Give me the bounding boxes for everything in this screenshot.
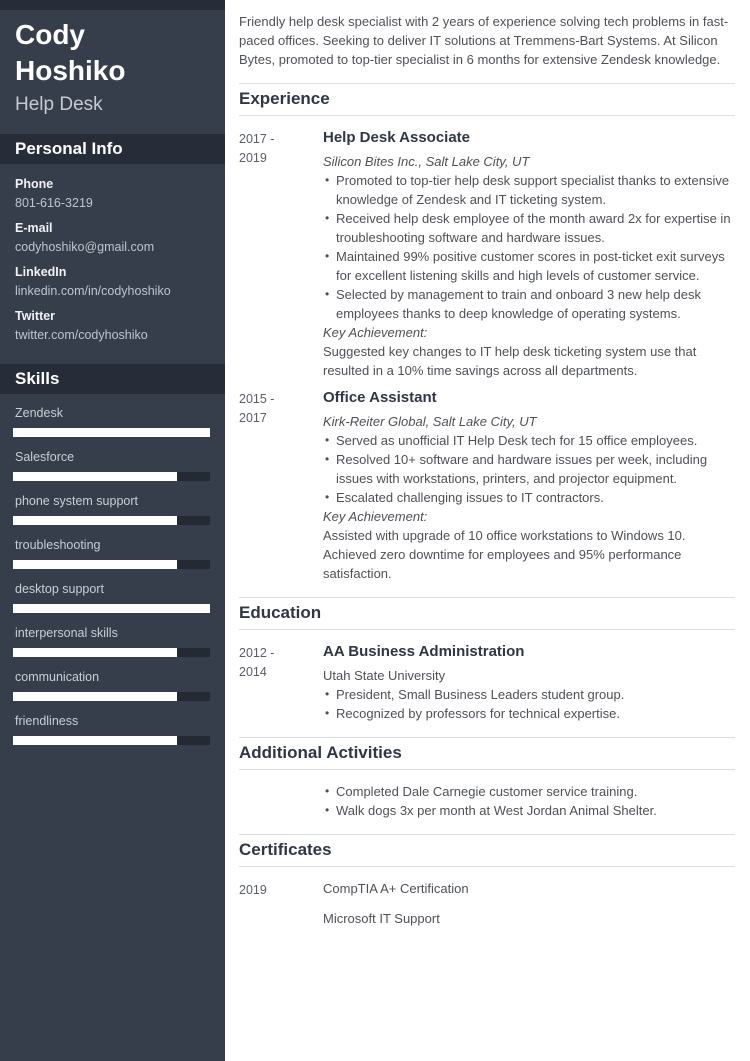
resume-section xyxy=(239,834,735,939)
entry-date-line: 2017 xyxy=(239,411,267,425)
skill-bar-track xyxy=(13,604,210,613)
key-achievement-text: Suggested key changes to IT help desk ticketing system use that resulted in a 10% time savings across all departments. xyxy=(323,344,697,378)
entry-body xyxy=(323,782,735,820)
entry-date-line: 2012 - xyxy=(239,646,275,660)
section-heading: Additional Activities xyxy=(239,737,735,770)
entry-dates xyxy=(239,642,323,723)
entry-dates xyxy=(239,782,323,820)
entry-bullets xyxy=(323,685,735,723)
section-entries xyxy=(239,879,735,939)
bullet-item: • Received help desk employee of the month award 2x for expertise in troubleshooting software and hardware issues. xyxy=(323,209,735,247)
section-entries xyxy=(239,782,735,820)
personal-info-label: E-mail xyxy=(15,221,53,235)
skill-bar-fill xyxy=(13,472,177,481)
entry-subtitle: Kirk-Reiter Global, Salt Lake City, UT xyxy=(323,414,537,429)
entry-date-line: 2017 - xyxy=(239,132,275,146)
personal-info-label: LinkedIn xyxy=(15,265,67,279)
key-achievement-text: Assisted with upgrade of 10 office workstations to Windows 10. Achieved zero downtime for employees and 95% performance satisfaction. xyxy=(323,528,686,581)
certificate-line: CompTIA A+ Certification xyxy=(323,881,469,896)
entry-body xyxy=(323,388,735,583)
bullet-item: • Completed Dale Carnegie customer service training. xyxy=(323,782,735,801)
skill-label: Salesforce xyxy=(15,450,75,464)
skill-item xyxy=(13,669,210,701)
key-achievement-label: Key Achievement: xyxy=(323,325,428,340)
section-heading: Education xyxy=(239,597,735,630)
personal-info-value: codyhoshiko@gmail.com xyxy=(15,240,155,254)
personal-info-value: 801-616-3219 xyxy=(15,196,93,210)
skill-label: desktop support xyxy=(15,582,104,596)
section-heading: Experience xyxy=(239,83,735,116)
personal-info-item xyxy=(15,219,210,257)
skill-bar-fill xyxy=(13,604,210,613)
skill-label: friendliness xyxy=(15,714,79,728)
personal-info-item xyxy=(15,175,210,213)
entry-title: AA Business Administration xyxy=(323,643,525,660)
skills-list xyxy=(0,405,225,745)
personal-info-header: Personal Info xyxy=(0,134,225,164)
entry-bullets xyxy=(323,171,735,323)
entry-dates xyxy=(239,879,323,939)
skill-bar-fill xyxy=(13,648,177,657)
sidebar-top-strip xyxy=(0,0,225,10)
entry-bullets xyxy=(323,782,735,820)
skill-bar-track xyxy=(13,692,210,701)
skill-item xyxy=(13,493,210,525)
bullet-item: • Resolved 10+ software and hardware issues per week, including issues with workstations, printers, and projector equipment. xyxy=(323,450,735,488)
skill-bar-track xyxy=(13,736,210,745)
job-title: Help Desk xyxy=(15,94,103,115)
skill-item xyxy=(13,537,210,569)
bullet-item: • Recognized by professors for technical expertise. xyxy=(323,704,735,723)
bullet-item: • Promoted to top-tier help desk support specialist thanks to extensive knowledge of Zendesk and IT ticketing system. xyxy=(323,171,735,209)
entry-body xyxy=(323,879,735,939)
skill-item xyxy=(13,581,210,613)
personal-info-value: linkedin.com/in/codyhoshiko xyxy=(15,284,171,298)
personal-info-list xyxy=(0,175,225,347)
entry-title: Office Assistant xyxy=(323,389,437,406)
bullet-item: • Maintained 99% positive customer scores in post-ticket exit surveys for excellent listening skills and high levels of customer service. xyxy=(323,247,735,285)
resume-section xyxy=(239,597,735,723)
entry-row xyxy=(239,642,735,723)
skill-bar-track xyxy=(13,472,210,481)
entry-date-line: 2015 - xyxy=(239,392,275,406)
section-entries xyxy=(239,642,735,723)
bullet-item: • Served as unofficial IT Help Desk tech for 15 office employees. xyxy=(323,431,735,450)
skill-bar-track xyxy=(13,428,210,437)
skills-header: Skills xyxy=(0,364,225,394)
skill-bar-fill xyxy=(13,428,210,437)
entry-date-line: 2014 xyxy=(239,665,267,679)
entry-dates xyxy=(239,388,323,583)
resume-section xyxy=(239,737,735,820)
summary-paragraph: Friendly help desk specialist with 2 years of experience solving tech problems in fast-paced offices. Seeking to deliver IT solutions at Tremmens-Bart Systems. At Silicon Bytes, promoted to top-tier specialist in 6 months for extensive Zendesk knowledge. xyxy=(239,14,729,67)
candidate-name: Cody Hoshiko xyxy=(15,19,126,86)
entry-body xyxy=(323,128,735,380)
skill-item xyxy=(13,713,210,745)
section-heading: Certificates xyxy=(239,834,735,867)
bullet-item: • President, Small Business Leaders student group. xyxy=(323,685,735,704)
sections-container xyxy=(239,83,735,939)
entry-date-line: 2019 xyxy=(239,151,267,165)
sidebar xyxy=(0,0,225,1061)
personal-info-value: twitter.com/codyhoshiko xyxy=(15,328,148,342)
certificate-line: Microsoft IT Support xyxy=(323,911,440,926)
skill-bar-fill xyxy=(13,692,177,701)
resume-section xyxy=(239,83,735,583)
personal-info-label: Phone xyxy=(15,177,54,191)
skill-label: interpersonal skills xyxy=(15,626,118,640)
personal-info-item xyxy=(15,263,210,301)
section-entries xyxy=(239,128,735,583)
personal-info-item xyxy=(15,307,210,345)
entry-dates xyxy=(239,128,323,380)
skill-bar-fill xyxy=(13,736,177,745)
skill-label: troubleshooting xyxy=(15,538,101,552)
entry-lines xyxy=(323,879,735,928)
bullet-item: • Selected by management to train and onboard 3 new help desk employees thanks to deep knowledge of operating systems. xyxy=(323,285,735,323)
entry-subtitle: Silicon Bites Inc., Salt Lake City, UT xyxy=(323,154,530,169)
resume-main xyxy=(225,0,750,1061)
entry-row xyxy=(239,128,735,380)
entry-row xyxy=(239,388,735,583)
entry-title: Help Desk Associate xyxy=(323,129,471,146)
skill-label: communication xyxy=(15,670,100,684)
key-achievement-label: Key Achievement: xyxy=(323,509,428,524)
name-block xyxy=(0,10,225,117)
skill-label: phone system support xyxy=(15,494,138,508)
entry-row xyxy=(239,879,735,939)
entry-date-line: 2019 xyxy=(239,883,267,897)
skill-bar-track xyxy=(13,648,210,657)
entry-bullets xyxy=(323,431,735,507)
personal-info-label: Twitter xyxy=(15,309,56,323)
skill-label: Zendesk xyxy=(15,406,63,420)
skill-bar-fill xyxy=(13,516,177,525)
entry-subtitle: Utah State University xyxy=(323,668,446,683)
bullet-item: • Walk dogs 3x per month at West Jordan Animal Shelter. xyxy=(323,801,735,820)
skill-item xyxy=(13,625,210,657)
bullet-item: • Escalated challenging issues to IT contractors. xyxy=(323,488,735,507)
entry-row xyxy=(239,782,735,820)
skill-item xyxy=(13,449,210,481)
skill-bar-track xyxy=(13,560,210,569)
skill-item xyxy=(13,405,210,437)
skill-bar-track xyxy=(13,516,210,525)
skill-bar-fill xyxy=(13,560,177,569)
entry-body xyxy=(323,642,735,723)
